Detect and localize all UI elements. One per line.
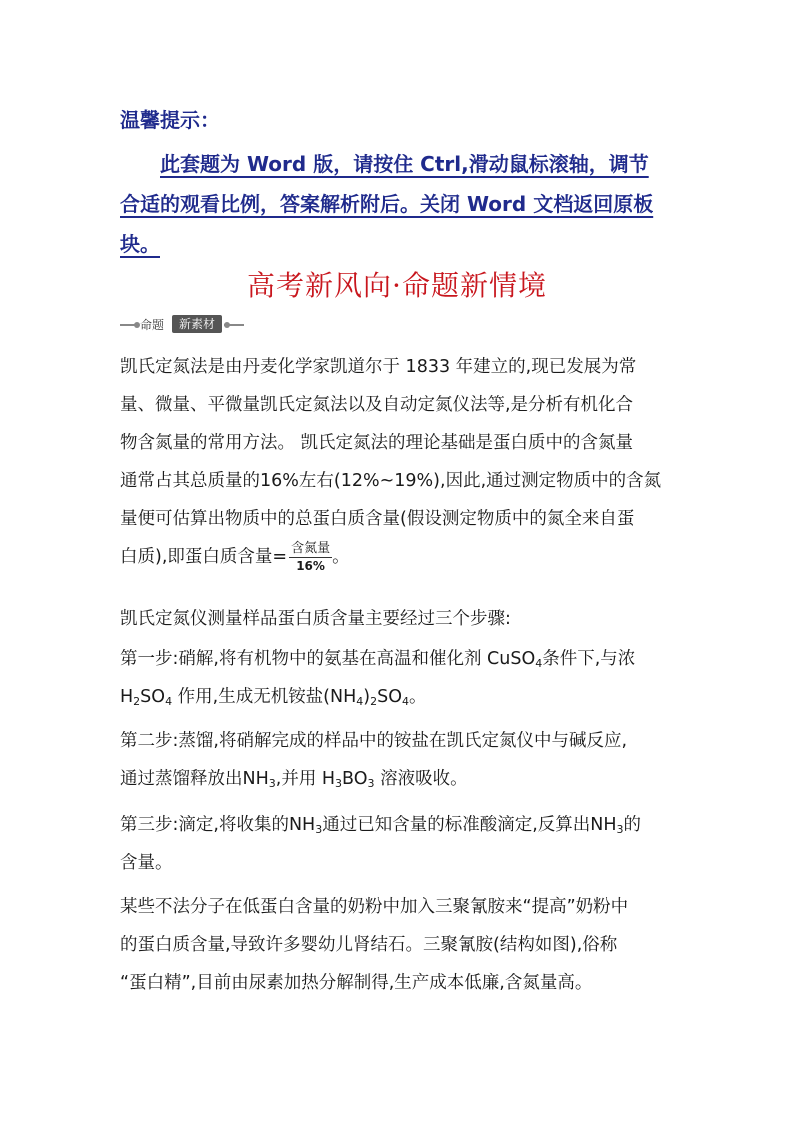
paragraph-steps-intro [120,600,680,638]
subscript: 3 [367,777,375,790]
subscript: 4 [401,695,409,708]
formula-suffix: 。 [332,547,350,567]
fraction [289,541,332,574]
subscript: 2 [133,695,141,708]
subscript: 3 [268,777,276,790]
subscript: 3 [335,777,343,790]
text-run: 的 [623,815,642,835]
tip-line-2: 合适的观看比例，答案解析附后。关闭 Word 文档返回原板 [120,192,654,216]
section-banner [120,314,244,336]
text-line: 凯氏定氮仪测量样品蛋白质含量主要经过三个步骤: [120,609,511,629]
text-run: 第一步:硝解,将有机物中的氨基在高温和催化剂 CuSO [120,649,536,669]
tip-line-3: 块。 [120,232,160,256]
text-line: 量、微量、平微量凯氏定氮法以及自动定氮仪法等,是分析有机化合 [120,395,634,415]
tip-line-1-text: 此套题为 Word 版，请按住 Ctrl,滑动鼠标滚轴，调节 [160,152,649,176]
text-line: “蛋白精”,目前由尿素加热分解制得,生产成本低廉,含氮量高。 [120,973,593,993]
subscript: 3 [315,823,323,836]
page-title: 高考新风向·命题新情境 [247,269,547,302]
text-line: 量便可估算出物质中的总蛋白质含量(假设测定物质中的氮全来自蛋 [120,509,635,529]
text-run: 通过蒸馏释放出NH [120,769,269,789]
text-run: SO [140,687,166,707]
text-line: 某些不法分子在低蛋白含量的奶粉中加入三聚氰胺来“提高”奶粉中 [120,897,629,917]
text-line-formula [120,538,680,576]
text-run: SO [377,687,402,707]
banner-right-rail [224,324,244,326]
paragraph-step-3 [120,806,680,882]
text-run: 第三步:滴定,将收集的NH [120,815,316,835]
text-line [120,678,680,716]
text-line [120,806,680,844]
subscript: 2 [370,695,378,708]
paragraph-step-2 [120,722,680,798]
text-line: 含量。 [120,853,173,873]
tip-line-1 [120,144,680,184]
text-line: 的蛋白质含量,导致许多婴幼儿肾结石。三聚氰胺(结构如图),俗称 [120,935,618,955]
paragraph-kjeldahl-intro [120,348,680,576]
tip-heading: 温馨提示： [120,108,220,132]
paragraph-step-1 [120,640,680,716]
subscript: 4 [535,657,543,670]
text-run: 条件下,与浓 [542,649,636,669]
tip-body [120,144,680,264]
text-line [120,640,680,678]
banner-label: 命题 [140,318,165,332]
text-line [120,760,680,798]
subscript: 4 [165,695,173,708]
text-run: BO [342,769,368,789]
text-run: ,并用 H [275,769,336,789]
fraction-denominator: 16% [296,558,325,573]
text-run: 通过已知含量的标准酸滴定,反算出NH [322,815,617,835]
subscript: 4 [356,695,364,708]
text-line: 第二步:蒸馏,将硝解完成的样品中的铵盐在凯氏定氮仪中与碱反应, [120,731,628,751]
text-run: 。 [408,687,427,707]
fraction-numerator: 含氮量 [291,540,331,556]
text-line: 通常占其总质量的16%左右(12%~19%),因此,通过测定物质中的含氮 [120,471,662,491]
text-run: H [120,687,134,707]
text-run: 溶液吸收。 [374,769,468,789]
text-line: 物含氮量的常用方法。 凯氏定氮法的理论基础是蛋白质中的含氮量 [120,433,634,453]
subscript: 3 [616,823,624,836]
text-run: 作用,生成无机铵盐(NH [172,687,357,707]
text-run: ) [363,687,371,707]
banner-tag: 新素材 [172,315,222,333]
text-line: 凯氏定氮法是由丹麦化学家凯道尔于 1833 年建立的,现已发展为常 [120,357,637,377]
paragraph-melamine [120,888,680,1002]
formula-prefix: 白质),即蛋白质含量= [120,547,288,567]
